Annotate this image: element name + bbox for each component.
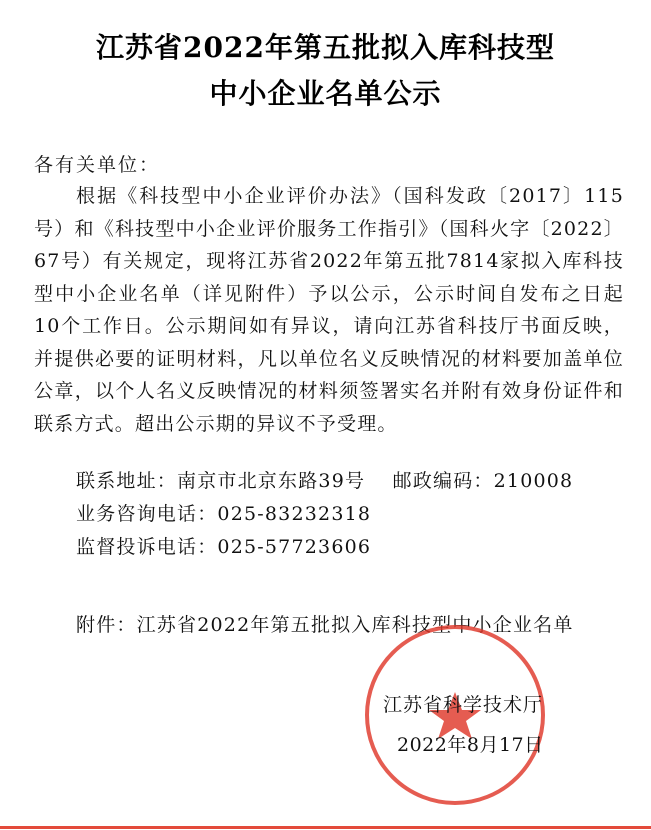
notice-body: 根据《科技型中小企业评价办法》（国科发政〔2017〕115号）和《科技型中小企业评价服务工作指引》（国科火字〔2022〕67号）有关规定，现将江苏省2022年第五批7814家拟入库科技型中小企业名单（详见附件）予以公示，公示时间自发布之日起10个工作日。公示期间如有异议，请向江苏省科技厅书面反映，并提供必要的证明材料，凡以单位名义反映情况的材料要加盖单位公章，以个人名义反映情况的材料须签署实名并附有效身份证件和联系方式。超出公示期的异议不予受理。 <box>34 185 624 435</box>
attachment-line: 附件：江苏省2022年第五批拟入库科技型中小企业名单 <box>76 614 574 636</box>
issuer-name: 江苏省科学技术厅 <box>383 694 544 716</box>
bottom-rule <box>0 826 651 829</box>
business-phone: 业务咨询电话：025-83232318 <box>76 503 372 525</box>
complaint-phone: 监督投诉电话：025-57723606 <box>76 536 372 558</box>
contact-address: 联系地址：南京市北京东路39号 邮政编码：210008 <box>76 470 574 492</box>
document-title-line1: 江苏省2022年第五批拟入库科技型 <box>96 31 555 64</box>
document-title-line2: 中小企业名单公示 <box>209 77 442 110</box>
salutation: 各有关单位： <box>34 154 161 176</box>
issue-date: 2022年8月17日 <box>397 734 544 756</box>
